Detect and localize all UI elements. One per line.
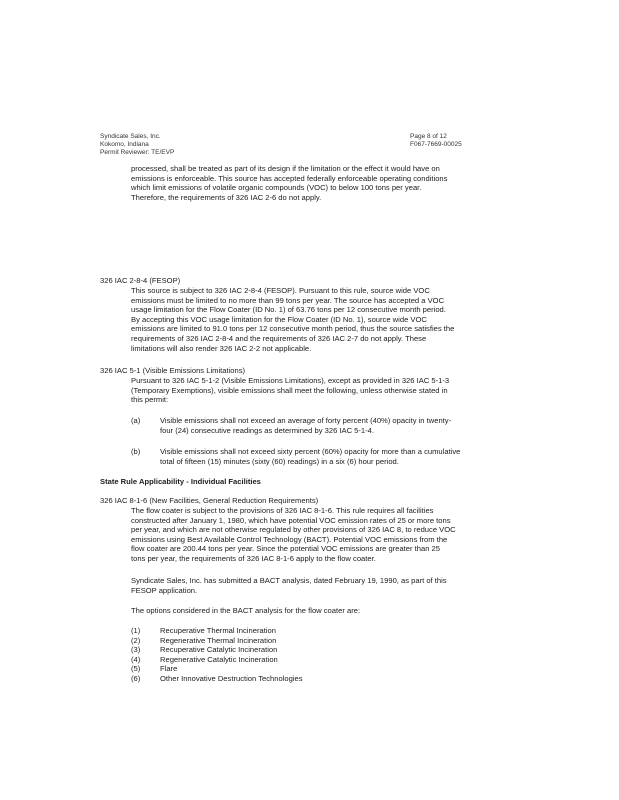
visible-line: Pursuant to 326 IAC 5-1-2 (Visible Emissions Limitations), except as provided in 326 IAC 5-1-3 (131, 376, 450, 385)
option-text: Recuperative Thermal Incineration (160, 626, 276, 635)
visible-heading: 326 IAC 5-1 (Visible Emissions Limitations) (100, 366, 246, 375)
new-facilities-heading: 326 IAC 8-1-6 (New Facilities, General Reduction Requirements) (100, 496, 319, 505)
option-number: (2) (131, 635, 141, 645)
nf-line: flow coater are 200.44 tons per year. Since the potential VOC emissions are greater than 25 (131, 544, 440, 554)
item-label: (b) (131, 447, 141, 456)
bact-line: Syndicate Sales, Inc. has submitted a BACT analysis, dated February 19, 1990, as part of this (131, 576, 447, 585)
header-permit-id: F067-7669-00025 (410, 141, 462, 148)
new-facilities-paragraph (131, 506, 456, 564)
intro-line: processed, shall be treated as part of its design if the limitation or the effect it would have on (131, 164, 440, 173)
item-text (160, 447, 460, 466)
option-text: Regenerative Catalytic Incineration (160, 654, 278, 664)
nf-line: tons per year, the requirements of 326 IAC 8-1-6 apply to the flow coater. (131, 553, 376, 563)
item-line: Visible emissions shall not exceed an average of forty percent (40%) opacity in twenty- (160, 416, 452, 425)
option-text: Regenerative Thermal Incineration (160, 635, 277, 645)
intro-paragraph (131, 164, 447, 202)
state-rule-heading: State Rule Applicability - Individual Facilities (100, 477, 261, 486)
bact-paragraph (131, 576, 447, 595)
list-item (131, 645, 140, 655)
fesop-line: This source is subject to 326 IAC 2-8-4 (FESOP). Pursuant to this rule, source wide VOC (131, 286, 430, 295)
header-reviewer: Permit Reviewer: TE/EVP (100, 149, 175, 156)
list-item (131, 664, 140, 674)
header-page-number: Page 8 of 12 (410, 133, 447, 140)
options-intro: The options considered in the BACT analysis for the flow coater are: (131, 606, 361, 615)
list-item (131, 655, 140, 665)
bact-line: FESOP application. (131, 585, 198, 595)
intro-line: which limit emissions of volatile organic compounds (VOC) to below 100 tons per year. (131, 183, 422, 193)
fesop-line: requirements of 326 IAC 2-8-4 and the requirements of 326 IAC 2-7 do not apply. These (131, 333, 427, 343)
options-list (131, 626, 431, 688)
item-line: four (24) consecutive readings as determined by 326 IAC 5-1-4. (160, 425, 375, 435)
option-number: (3) (131, 645, 141, 655)
nf-line: emissions using Best Available Control Technology (BACT). Potential VOC emissions from the (131, 534, 448, 544)
nf-line: constructed after January 1, 1980, which have potential VOC emission rates of 25 or more tons (131, 515, 451, 525)
header-left (100, 133, 174, 157)
list-item (131, 674, 140, 684)
nf-line: per year, and which are not otherwise regulated by other provisions of 326 IAC 8, to reduce VOC (131, 525, 456, 535)
item-label: (a) (131, 416, 141, 425)
fesop-paragraph (131, 286, 454, 353)
intro-line: Therefore, the requirements of 326 IAC 2-6 do not apply. (131, 192, 322, 202)
fesop-line: usage limitation for the Flow Coater (ID No. 1) of 63.76 tons per 12 consecutive month period. (131, 305, 446, 315)
visible-line: this permit: (131, 395, 169, 405)
option-number: (1) (131, 626, 141, 635)
item-line: total of fifteen (15) minutes (sixty (60) readings) in a six (6) hour period. (160, 456, 399, 466)
option-number: (6) (131, 674, 141, 683)
nf-line: The flow coater is subject to the provisions of 326 IAC 8-1-6. This rule requires all facilities (131, 506, 434, 515)
list-item (131, 626, 140, 636)
header-location: Kokomo, Indiana (100, 141, 149, 148)
item-line: Visible emissions shall not exceed sixty percent (60%) opacity for more than a cumulative (160, 447, 461, 456)
option-number: (4) (131, 654, 141, 664)
fesop-line: limitations will also render 326 IAC 2-2 not applicable. (131, 343, 312, 353)
list-item (131, 636, 140, 646)
visible-paragraph (131, 376, 449, 405)
item-text (160, 416, 451, 435)
visible-line: (Temporary Exemptions), visible emissions shall meet the following, unless otherwise stated in (131, 385, 448, 395)
fesop-line: emissions must be limited to no more than 99 tons per year. The source has accepted a VOC (131, 295, 445, 305)
header-right (410, 133, 462, 149)
option-text: Other Innovative Destruction Technologies (160, 674, 303, 683)
option-text: Recuperative Catalytic Incineration (160, 645, 278, 655)
fesop-line: emissions are limited to 91.0 tons per 12 consecutive month period, thus the source satisfies the (131, 324, 455, 334)
option-number: (5) (131, 664, 141, 674)
fesop-heading: 326 IAC 2-8-4 (FESOP) (100, 276, 181, 285)
intro-line: emissions is enforceable. This source has accepted federally enforceable operating conditions (131, 173, 448, 183)
fesop-line: By accepting this VOC usage limitation for the Flow Coater (ID No. 1), source wide VOC (131, 314, 427, 324)
option-text: Flare (160, 664, 178, 674)
header-company: Syndicate Sales, Inc. (100, 133, 161, 140)
